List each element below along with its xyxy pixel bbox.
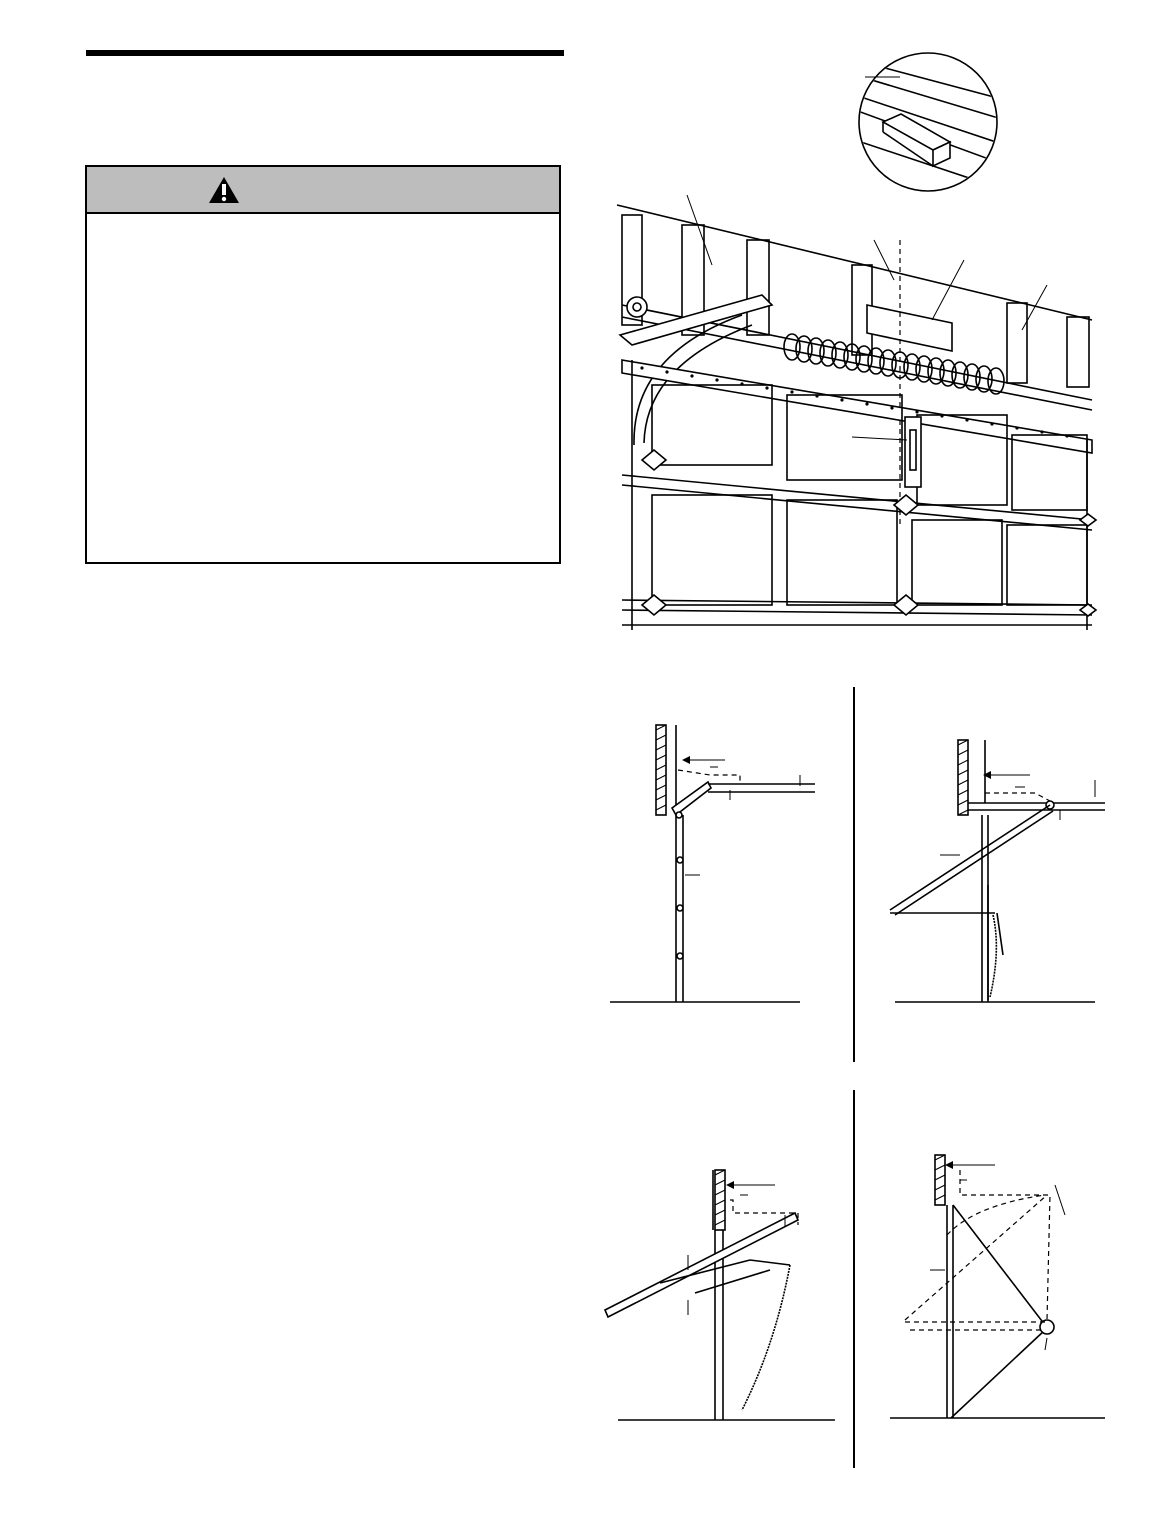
figure-divider-lower [853,1090,855,1468]
header-bracket-detail-inset [855,50,1005,200]
one-piece-door-jamb-figure [885,735,1105,1010]
one-piece-door-track-figure [610,720,820,1010]
pivot-door-figure [885,1150,1110,1425]
garage-door-overview-illustration [612,185,1097,635]
warning-triangle-icon [207,175,241,205]
section-heading-rule [86,50,564,56]
warning-body-text [87,214,559,250]
jamb-hardware-door-figure [600,1165,840,1430]
warning-box [85,165,561,564]
figure-divider-upper [853,687,855,1062]
warning-header [87,167,559,214]
